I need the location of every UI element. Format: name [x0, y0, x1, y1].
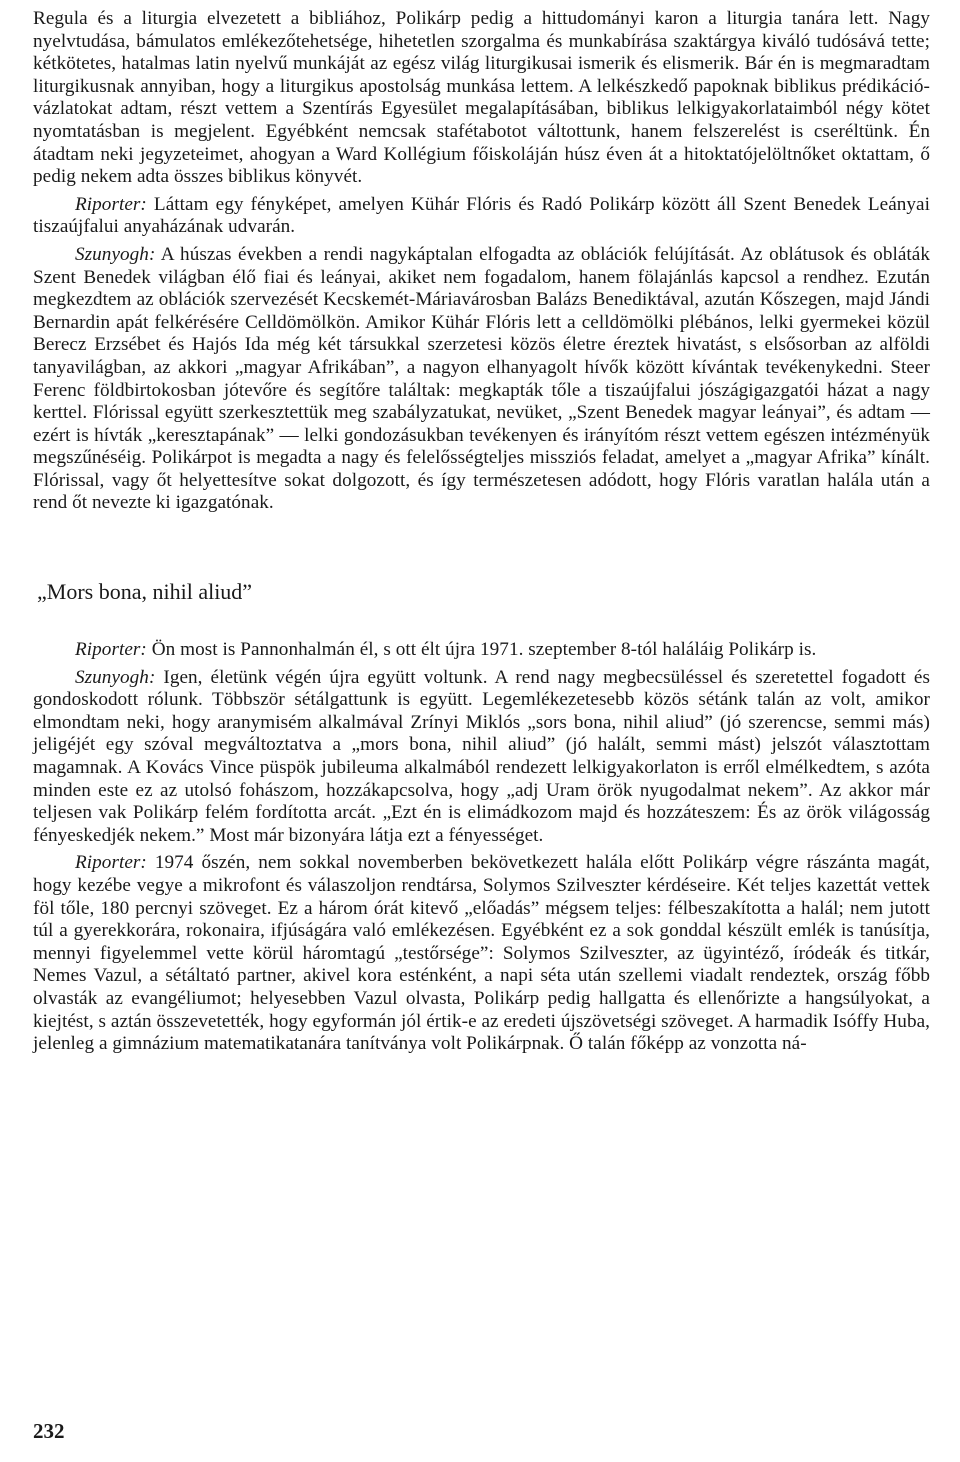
paragraph-szunyogh-mors-bona: [33, 667, 930, 848]
speaker-label: Riporter:: [75, 639, 147, 661]
page-number: 232: [33, 1419, 65, 1443]
paragraph-text: Ön most is Pannonhalmán él, s ott élt újra 1971. szeptember 8-tól haláláig Polikárp is.: [146, 639, 817, 661]
speaker-label: Riporter:: [75, 193, 147, 215]
paragraph-text: Láttam egy fényképet, amelyen Kühár Flóris és Radó Polikárp között áll Szent Benedek Leányai tiszaújfalui anyaházának udvarán.: [33, 193, 930, 238]
paragraph-text: Regula és a liturgia elvezetett a bibliához, Polikárp pedig a hittudományi karon a liturgia tanára lett. Nagy nyelvtudása, bámulatos emlékezőtehetsége, hihetetlen szorgalma és munkabírása szaktárgya kiváló tudósává tette; kétkötetes, hatalmas latin nyelvű munkáját az egész világ liturgikusai ismerik és elismerik. Bár én is megmaradtam liturgikusnak annyiban, hogy a liturgikus apostolság munkása lettem. A lelkészkedő papoknak biblikus prédikáció-vázlatokat adtam, részt vettem a Szentírás Egyesület megalapításában, biblikus lelkigyakorlataimból négy kötet nyomtatásban is megjelent. Egyébként nemcsak stafétabotot váltottunk, hanem felszerelést is cseréltünk. Én átadtam neki jegyzeteimet, ahogyan a Ward Kollégium főiskoláján húsz éven át a hitoktatójelöltnőket oktattam, ő pedig nekem adta összes biblikus könyvét.: [33, 8, 930, 188]
paragraph-text: Igen, életünk végén újra együtt voltunk. A rend nagy megbecsüléssel és szeretettel fogadott és gondoskodott rólunk. Többször sétálgattunk is együtt. Legemlékezetesebb közös sétánk talán az volt, amikor elmondtam neki, hogy aranymisém alkalmával Zrínyi Miklós „sors bona, nihil aliud” (jó szerencse, semmi más) jeligéjét egy szóval megváltoztatva a „mors bona, nihil aliud” (jó halált, semmi mást) jelszót választottam magamnak. A Kovács Vince püspök jubileuma alkalmából rendezett lelkigyakorlaton is erről elmélkedtem, s azóta minden este ez az utolsó fohászom, hozzákapcsolva, hogy „adj Uram örök nyugodalmat nekem”. Az akkor már teljesen vak Polikárp felém fordította arcát. „Ezt én is elimádkozom majd és hozzáteszem: És az örök világosság fényeskedjék nekem.” Most már bizonyára látja ezt a fényességet.: [33, 666, 930, 846]
section-title: „Mors bona, nihil aliud”: [37, 579, 253, 605]
paragraph-szunyogh-oblaciok: [33, 244, 930, 515]
paragraph-regula: [33, 8, 930, 189]
paragraph-text: A húszas években a rendi nagykáptalan elfogadta az oblációk felújítását. Az oblátusok és obláták Szent Benedek világban élő fiai és leányai, akiket nem fogadalom, hanem fölajánlás kapcsol a rendhez. Ezután megkezdtem az oblációk szervezését Kecskemét-Máriavárosban Balázs Benediktával, azután Kőszegen, majd Jándi Bernardin apát felkérésére Celldömölkön. Amikor Kühár Flóris lett a celldömölki plébános, lelki gyermekei közül Berecz Erzsébet és Hajós Ida még két társukkal szerzetesi közös életre éreztek hivatást, s elsősorban az alföldi tanyavilágban, az akkori „magyar Afrikában”, a nagyon elhanyagolt hívők között kívántak tevékenykedni. Steer Ferenc földbirtokosban jótevőre és segítőre találtak: megkapták tőle a tiszaújfalui jószágigazgatói házat a nagy kerttel. Flórissal együtt szerkesztettük meg szabályzatukat, nevüket, „Szent Benedek magyar leányai”, és adtam — ezért is hívták „keresztapának” — lelki gondozásukban tevékenyen és irányítóm részt vettem egészen intézményük megszűnéséig. Polikárpot is megadta a nagy és felelősségteljes missziós feladat, amelyet a „magyar Afrika” kínált. Flórissal, vagy őt helyettesítve sokat dolgozott, és így természetesen adódott, hogy Flóris varatlan halála után a rend őt nevezte ki igazgatónak.: [33, 243, 930, 514]
paragraph-riporter-1974: [33, 852, 930, 1055]
paragraph-text: 1974 őszén, nem sokkal novemberben bekövetkezett halála előtt Polikárp végre rászánta magát, hogy kezébe vegye a mikrofont és válaszoljon rendtársa, Solymos Szilveszter kérdéseire. Két teljes kazettát vettek föl tőle, 180 percnyi szöveget. Ez a három órát kitevő „előadás” mégsem teljes: félbeszakította a halál; nem jutott túl a gyerekkorára, rokonaira, ifjúságára való emlékezésen. Egyébként ez a sok gonddal készült emlék is tanúsítja, mennyi figyelemmel vette körül háromtagú „testőrsége”: Solymos Szilveszter, az ügyintéző, íródeák és titkár, Nemes Vazul, a sétáltató partner, akivel kora esténként, a napi séta után szellemi viadalt rendeztek, ország főbb olvasták az evangéliumot; helyesebben Vazul olvasta, Polikárp pedig hallgatta és ellenőrizte a hangsúlyokat, a kiejtést, s aztán összevetették, hogy egyformán jól értik-e az eredeti újszövetségi szöveget. A harmadik Isóffy Huba, jelenleg a gimnázium matematikatanára tanítványa volt Polikárpnak. Ő talán főképp az vonzotta ná-: [33, 852, 930, 1055]
paragraph-riporter-kephat: [33, 194, 930, 239]
speaker-label: Riporter:: [75, 852, 147, 874]
speaker-label: Szunyogh:: [75, 243, 156, 265]
paragraph-riporter-pannonhalma: [33, 639, 930, 662]
speaker-label: Szunyogh:: [75, 666, 156, 688]
